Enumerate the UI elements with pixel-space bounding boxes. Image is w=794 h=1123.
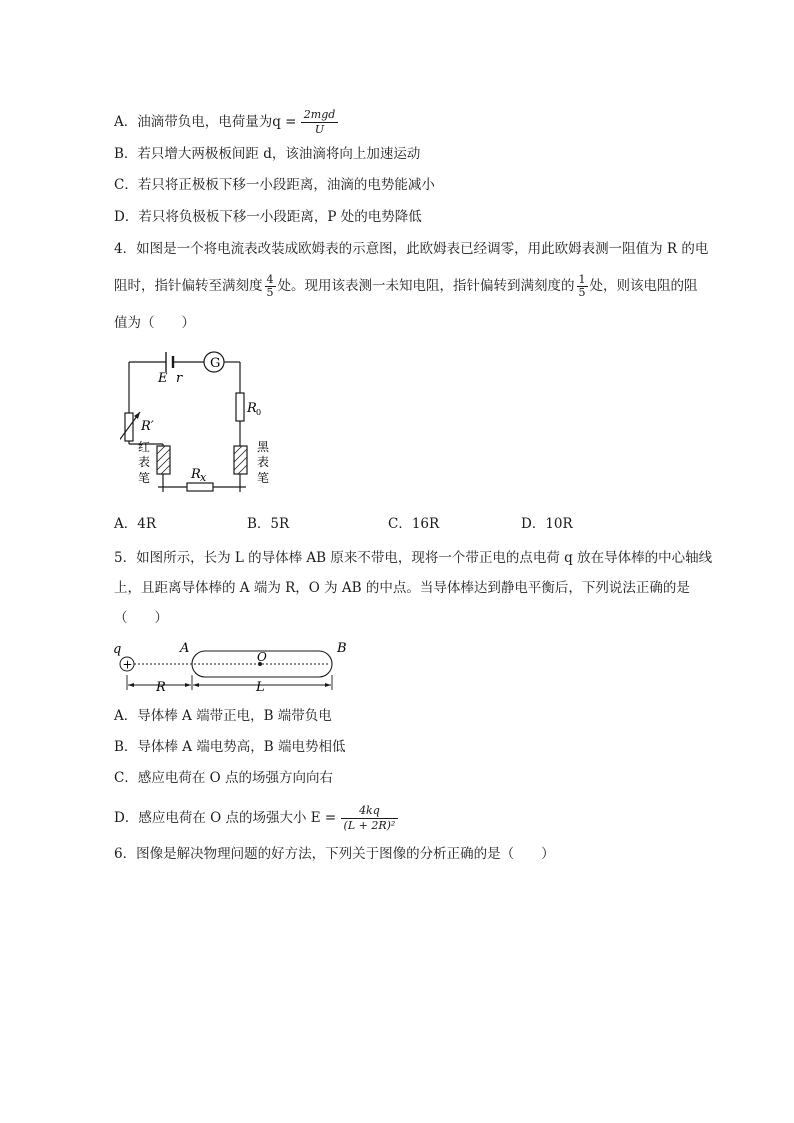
q5-stem-line1: 5．如图所示，长为 L 的导体棒 AB 原来不带电，现将一个带正电的点电荷 q 放在导体棒的中心轴线	[114, 550, 713, 566]
length-l-label: L	[256, 680, 265, 695]
conductor-rod-diagram	[108, 638, 358, 696]
variable-resistor-label: R′	[141, 419, 154, 434]
end-a-label: A	[180, 641, 190, 656]
q4-frac1-num: 4	[266, 273, 274, 286]
r0-label: R	[247, 401, 257, 416]
q4-frac1-den: 5	[266, 286, 274, 299]
q6-stem-line1: 6．图像是解决物理问题的好方法，下列关于图像的分析正确的是（ ）	[114, 846, 555, 862]
q3-option-a-denominator: U	[314, 123, 325, 136]
point-charge-plus: +	[122, 657, 133, 672]
q4-option-c: C．16R	[388, 516, 440, 532]
q3-option-b: B．若只增大两极板间距 d，该油滴将向上加速运动	[114, 146, 421, 162]
red-probe-char2: 表	[138, 455, 151, 469]
q4-stem-part1: 阻时，指针偏转至满刻度	[114, 278, 263, 294]
rx-subscript: x	[200, 471, 207, 484]
q5-option-d-denominator: (L + 2R)²	[343, 819, 396, 832]
charge-q-label: q	[113, 642, 122, 657]
q4-stem-line3: 值为（ ）	[114, 315, 195, 331]
end-b-label: B	[337, 641, 347, 656]
q3-option-d: D．若只将负极板下移一小段距离，P 处的电势降低	[114, 209, 422, 225]
rx-label: R	[191, 467, 201, 482]
q3-option-a	[114, 108, 338, 137]
red-probe-char3: 笔	[138, 471, 151, 485]
q4-stem-part3: 处，则该电阻的阻	[589, 278, 698, 294]
q4-option-d: D．10R	[521, 516, 573, 532]
q4-option-a: A．4R	[114, 516, 157, 532]
q3-option-a-fraction	[301, 108, 339, 137]
q5-option-d-text: D．感应电荷在 O 点的场强大小 E =	[114, 810, 337, 826]
black-probe-char2: 表	[257, 455, 270, 469]
r0-subscript: 0	[256, 408, 262, 417]
distance-r-label: R	[156, 680, 166, 695]
galvanometer-label: G	[210, 356, 221, 371]
q4-option-b: B．5R	[247, 516, 290, 532]
ohmmeter-circuit-diagram	[120, 344, 280, 500]
red-probe-char1: 红	[138, 440, 151, 454]
q3-option-a-text: A．油滴带负电，电荷量为q =	[114, 114, 297, 130]
q3-option-c: C．若只将正极板下移一小段距离，油滴的电势能减小	[114, 177, 435, 193]
q5-option-d	[114, 804, 398, 833]
q5-option-a: A．导体棒 A 端带正电，B 端带负电	[114, 708, 332, 724]
black-probe-char3: 笔	[257, 471, 270, 485]
emf-label: E	[158, 371, 168, 386]
q4-fraction-one-fifth	[577, 274, 588, 299]
q5-option-d-numerator: 4kq	[341, 804, 399, 819]
q5-stem-line2: 上，且距离导体棒的 A 端为 R，O 为 AB 的中点。当导体棒达到静电平衡后，下列说法正确的是	[114, 580, 690, 596]
q5-option-c: C．感应电荷在 O 点的场强方向向右	[114, 770, 333, 786]
q4-stem-part2: 处。现用该表测一未知电阻，指针偏转到满刻度的	[277, 278, 575, 294]
q4-fraction-four-fifths	[265, 274, 276, 299]
q4-stem-line2	[114, 274, 698, 299]
q4-frac2-den: 5	[578, 286, 586, 299]
internal-resistance-label: r	[176, 371, 183, 386]
q3-option-a-numerator: 2mgd	[301, 108, 339, 123]
q4-stem-line1: 4．如图是一个将电流表改装成欧姆表的示意图，此欧姆表已经调零，用此欧姆表测一阻值为 R 的电	[114, 241, 709, 257]
q5-stem-line3: （ ）	[114, 610, 168, 626]
black-probe-char1: 黑	[257, 440, 270, 454]
q4-frac2-num: 1	[578, 273, 586, 286]
q5-option-b: B．导体棒 A 端电势高，B 端电势相低	[114, 739, 346, 755]
midpoint-o-label: O	[257, 650, 267, 664]
q5-option-d-fraction	[341, 804, 399, 833]
